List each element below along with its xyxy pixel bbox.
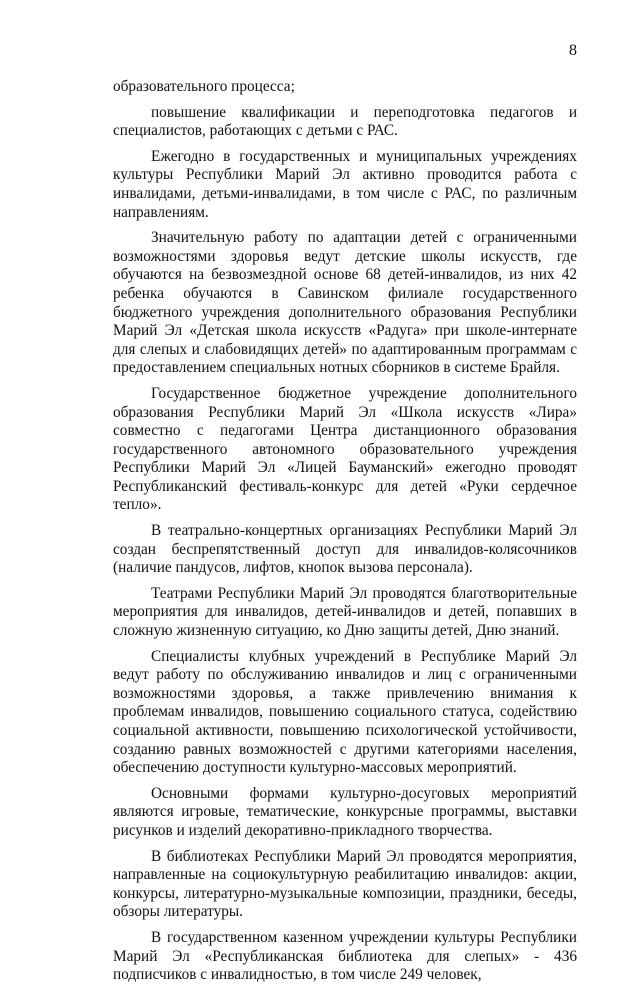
paragraph-club-institutions: Специалисты клубных учреждений в Республике Марий Эл ведут работу по обслуживанию инвалидов и лиц с ограниченными возможностями здоровья, а также привлечению внимания к проблемам инвалидов, повышению социального статуса, содействию социальной активности, повышению психологической устойчивости, созданию равных возможностей с другими категориями населения, обеспечению доступности культурно-массовых мероприятий. (113, 647, 577, 777)
page-number: 8 (569, 42, 577, 59)
paragraph-libraries: В библиотеках Республики Марий Эл проводятся мероприятия, направленные на социокультурную реабилитацию инвалидов: акции, конкурсы, литературно-музыкальные композиции, праздники, беседы, обзоры литературы. (113, 847, 577, 921)
paragraph-culture-work: Ежегодно в государственных и муниципальных учреждениях культуры Республики Марий Эл активно проводится работа с инвалидами, детьми-инвалидами, в том числе с РАС, по различным направлениям. (113, 147, 577, 221)
paragraph-continuation: образовательного процесса; (113, 78, 295, 95)
document-body (113, 78, 577, 992)
paragraph-charity-events: Театрами Республики Марий Эл проводятся благотворительные мероприятия для инвалидов, детей-инвалидов и детей, попавших в сложную жизненную ситуацию, ко Дню защиты детей, Дню знаний. (113, 584, 577, 640)
paragraph-accessibility: В театрально-концертных организациях Республики Марий Эл создан беспрепятственный доступ для инвалидов-колясочников (наличие пандусов, лифтов, кнопок вызова персонала). (113, 522, 577, 577)
paragraph-leisure-forms: Основными формами культурно-досуговых мероприятий являются игровые, тематические, конкурсные программы, выставки рисунков и изделий декоративно-прикладного творчества. (113, 784, 577, 839)
paragraph-lira-festival: Государственное бюджетное учреждение дополнительного образования Республики Марий Эл «Школа искусств «Лира» совместно с педагогами Центра дистанционного образования государственного автономного образовательного учреждения Республики Марий Эл «Лицей Бауманский» ежегодно проводят Республиканский фестиваль-конкурс для детей «Руки сердечное тепло». (113, 384, 577, 514)
paragraph-blind-library: В государственном казенном учреждении культуры Республики Марий Эл «Республиканская библиотека для слепых» - 436 подписчиков с инвалидностью, в том числе 249 человек, (113, 928, 577, 984)
paragraph-teacher-training: повышение квалификации и переподготовка педагогов и специалистов, работающих с детьми с РАС. (113, 103, 577, 140)
paragraph-art-schools: Значительную работу по адаптации детей с ограниченными возможностями здоровья ведут детские школы искусств, где обучаются на безвозмездной основе 68 детей-инвалидов, из них 42 ребенка обучаются в Савинском филиале государственного бюджетного учреждения дополнительного образования Республики Марий Эл «Детская школа искусств «Радуга» при школе-интернате для слепых и слабовидящих детей» по адаптированным программам с предоставлением специальных нотных сборников в системе Брайля. (113, 229, 577, 377)
